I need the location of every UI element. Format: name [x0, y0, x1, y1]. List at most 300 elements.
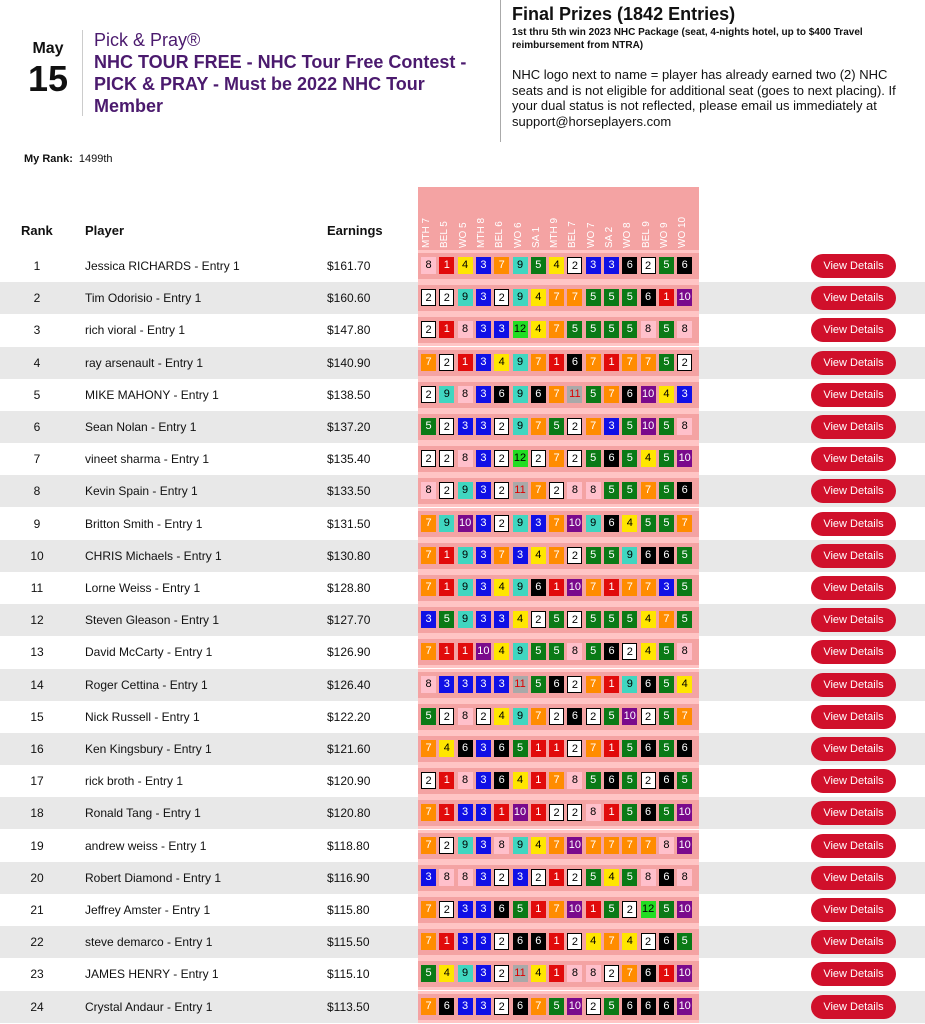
pick-cell: 7: [641, 354, 656, 371]
view-details-button[interactable]: View Details: [811, 801, 896, 825]
pick-cell: 1: [458, 643, 473, 660]
pick-cell: 4: [531, 547, 546, 564]
pick-cell: 5: [531, 257, 546, 274]
pick-cell: 5: [659, 643, 674, 660]
pick-cell: 5: [622, 418, 637, 435]
pick-cell: 6: [659, 547, 674, 564]
pick-cell: 2: [494, 515, 509, 532]
pick-cell: 8: [586, 482, 601, 499]
row-earnings: $115.50: [327, 935, 370, 950]
date-badge: [22, 40, 74, 98]
pick-cell: 2: [439, 289, 454, 306]
pick-cell: 7: [421, 837, 436, 854]
pick-cell: 5: [531, 676, 546, 693]
pick-cell: 1: [549, 869, 564, 886]
pick-cell: 5: [659, 708, 674, 725]
picks-strip: [418, 797, 699, 829]
pick-cell: 1: [604, 804, 619, 821]
row-earnings: $116.90: [327, 870, 370, 885]
pick-cell: 6: [531, 386, 546, 403]
pick-cell: 2: [494, 450, 509, 467]
pick-cell: 4: [531, 837, 546, 854]
pick-cell: 8: [421, 482, 436, 499]
pick-cell: 6: [622, 257, 637, 274]
pick-cell: 3: [458, 901, 473, 918]
pick-cell: 2: [622, 901, 637, 918]
pick-cell: 5: [604, 998, 619, 1015]
row-player: MIKE MAHONY - Entry 1: [85, 387, 219, 402]
pick-cell: 5: [659, 450, 674, 467]
pick-cell: 7: [659, 611, 674, 628]
pick-cell: 3: [476, 611, 491, 628]
pick-cell: 10: [677, 804, 692, 821]
race-label-text: WO 5: [457, 222, 469, 248]
pick-cell: 2: [439, 901, 454, 918]
pick-cell: 8: [458, 321, 473, 338]
pick-cell: 3: [439, 676, 454, 693]
pick-cell: 10: [641, 418, 656, 435]
pick-cell: 2: [641, 257, 656, 274]
pick-cell: 8: [494, 837, 509, 854]
row-player: Britton Smith - Entry 1: [85, 516, 203, 531]
pick-cell: 2: [604, 965, 619, 982]
picks-strip: [418, 926, 699, 958]
pick-cell: 3: [604, 418, 619, 435]
table-row: [0, 411, 925, 443]
pick-cell: 7: [567, 289, 582, 306]
row-earnings: $120.90: [327, 774, 371, 789]
table-row: [0, 314, 925, 346]
picks-strip: [418, 894, 699, 926]
table-row: [0, 250, 925, 282]
row-earnings: $113.50: [327, 999, 370, 1014]
pick-cell: 8: [439, 869, 454, 886]
pick-cell: 5: [659, 321, 674, 338]
pick-cell: 7: [549, 321, 564, 338]
pick-cell: 10: [622, 708, 637, 725]
pick-cell: 1: [549, 933, 564, 950]
race-label: [676, 190, 693, 248]
pick-cell: 3: [476, 579, 491, 596]
row-rank: 14: [30, 677, 44, 692]
view-details-button[interactable]: View Details: [811, 962, 896, 986]
pick-cell: 3: [476, 933, 491, 950]
table-row: [0, 733, 925, 765]
pick-cell: 2: [641, 708, 656, 725]
table-row: [0, 797, 925, 829]
pick-cell: 2: [439, 450, 454, 467]
pick-cell: 3: [476, 998, 491, 1015]
race-label: [621, 190, 638, 248]
pick-cell: 5: [586, 321, 601, 338]
contest-brand: Pick & Pray®: [94, 30, 201, 50]
pick-cell: 5: [677, 547, 692, 564]
picks-strip: [418, 830, 699, 862]
pick-cell: 9: [513, 579, 528, 596]
row-earnings: $115.10: [327, 967, 370, 982]
pick-cell: 6: [494, 386, 509, 403]
row-player: ray arsenault - Entry 1: [85, 355, 204, 370]
pick-cell: 8: [567, 482, 582, 499]
picks-strip: [418, 250, 699, 282]
pick-cell: 6: [622, 386, 637, 403]
pick-cell: 5: [677, 579, 692, 596]
row-player: Ken Kingsbury - Entry 1: [85, 742, 212, 756]
pick-cell: 2: [586, 998, 601, 1015]
pick-cell: 6: [494, 901, 509, 918]
pick-cell: 3: [494, 611, 509, 628]
race-label: [493, 190, 510, 248]
pick-cell: 5: [421, 708, 436, 725]
picks-strip: [418, 347, 699, 379]
pick-cell: 2: [567, 933, 582, 950]
pick-cell: 5: [641, 515, 656, 532]
pick-cell: 8: [659, 837, 674, 854]
pick-cell: 3: [494, 321, 509, 338]
view-details-button[interactable]: View Details: [811, 866, 896, 890]
table-row: [0, 894, 925, 926]
view-details-button[interactable]: View Details: [811, 576, 896, 600]
pick-cell: 8: [567, 643, 582, 660]
race-label: [438, 190, 455, 248]
pick-cell: 4: [659, 386, 674, 403]
table-row: [0, 830, 925, 862]
prize-panel: [512, 4, 917, 129]
pick-cell: 5: [604, 321, 619, 338]
pick-cell: 7: [549, 901, 564, 918]
row-rank: 6: [33, 420, 41, 434]
pick-cell: 10: [567, 515, 582, 532]
pick-cell: 7: [586, 354, 601, 371]
row-player: Jessica RICHARDS - Entry 1: [85, 259, 240, 273]
view-details-button[interactable]: View Details: [811, 995, 896, 1019]
pick-cell: 12: [641, 901, 656, 918]
pick-cell: 5: [622, 740, 637, 757]
pick-cell: 8: [421, 257, 436, 274]
pick-cell: 7: [421, 579, 436, 596]
table-row: [0, 636, 925, 668]
pick-cell: 7: [586, 418, 601, 435]
row-rank: 15: [30, 709, 44, 724]
row-rank: 17: [30, 774, 44, 789]
pick-cell: 1: [531, 901, 546, 918]
view-details-button[interactable]: View Details: [811, 415, 896, 439]
col-header-rank: Rank: [21, 223, 53, 238]
pick-cell: 6: [604, 772, 619, 789]
pick-cell: 10: [677, 901, 692, 918]
view-details-button[interactable]: View Details: [811, 930, 896, 954]
pick-cell: 1: [604, 354, 619, 371]
pick-cell: 5: [622, 869, 637, 886]
view-details-button[interactable]: View Details: [811, 286, 896, 310]
picks-strip: [418, 701, 699, 733]
pick-cell: 5: [513, 901, 528, 918]
pick-cell: 9: [458, 482, 473, 499]
row-rank: 9: [33, 516, 41, 531]
pick-cell: 6: [513, 998, 528, 1015]
pick-cell: 1: [549, 965, 564, 982]
table-row: [0, 958, 925, 990]
pick-cell: 7: [549, 450, 564, 467]
pick-cell: 1: [659, 289, 674, 306]
pick-cell: 7: [622, 965, 637, 982]
pick-cell: 11: [513, 676, 528, 693]
row-earnings: $130.80: [327, 548, 371, 563]
row-earnings: $122.20: [327, 709, 371, 724]
pick-cell: 7: [677, 708, 692, 725]
pick-cell: 10: [677, 289, 692, 306]
pick-cell: 5: [586, 386, 601, 403]
picks-strip: [418, 991, 699, 1023]
pick-cell: 7: [421, 740, 436, 757]
picks-strip: [418, 572, 699, 604]
race-label-text: WO 8: [622, 222, 634, 248]
picks-strip: [418, 604, 699, 636]
pick-cell: 2: [494, 869, 509, 886]
pick-cell: 7: [531, 708, 546, 725]
pick-cell: 3: [421, 611, 436, 628]
pick-cell: 8: [567, 772, 582, 789]
pick-cell: 4: [604, 869, 619, 886]
pick-cell: 4: [586, 933, 601, 950]
pick-cell: 2: [494, 482, 509, 499]
row-rank: 16: [30, 742, 44, 756]
pick-cell: 5: [421, 965, 436, 982]
pick-cell: 5: [659, 354, 674, 371]
pick-cell: 5: [567, 321, 582, 338]
pick-cell: 5: [677, 933, 692, 950]
pick-cell: 8: [421, 676, 436, 693]
picks-strip: [418, 540, 699, 572]
pick-cell: 3: [494, 676, 509, 693]
pick-cell: 5: [659, 515, 674, 532]
race-label: [548, 190, 565, 248]
pick-cell: 2: [567, 804, 582, 821]
view-details-button[interactable]: View Details: [811, 512, 896, 536]
pick-cell: 1: [439, 772, 454, 789]
race-label-text: MTH 7: [421, 218, 432, 248]
race-label: [420, 190, 437, 248]
view-details-button[interactable]: View Details: [811, 834, 896, 858]
pick-cell: 7: [549, 386, 564, 403]
pick-cell: 5: [586, 869, 601, 886]
pick-cell: 1: [439, 547, 454, 564]
pick-cell: 5: [659, 740, 674, 757]
pick-cell: 4: [622, 515, 637, 532]
pick-cell: 6: [458, 740, 473, 757]
view-details-button[interactable]: View Details: [811, 351, 896, 375]
pick-cell: 12: [513, 450, 528, 467]
pick-cell: 7: [531, 354, 546, 371]
pick-cell: 3: [476, 901, 491, 918]
picks-strip: [418, 443, 699, 475]
row-player: rick broth - Entry 1: [85, 774, 184, 789]
row-rank: 19: [30, 838, 44, 853]
table-row: [0, 347, 925, 379]
pick-cell: 3: [476, 321, 491, 338]
table-row: [0, 701, 925, 733]
pick-cell: 3: [476, 837, 491, 854]
row-player: Nick Russell - Entry 1: [85, 709, 200, 724]
row-rank: 24: [30, 999, 44, 1014]
pick-cell: 5: [622, 450, 637, 467]
pick-cell: 5: [586, 289, 601, 306]
pick-cell: 8: [458, 450, 473, 467]
pick-cell: 10: [641, 386, 656, 403]
race-label: [512, 190, 529, 248]
view-details-button[interactable]: View Details: [811, 318, 896, 342]
pick-cell: 7: [604, 386, 619, 403]
row-player: Jeffrey Amster - Entry 1: [85, 903, 211, 917]
picks-strip: [418, 508, 699, 540]
view-details-button[interactable]: View Details: [811, 705, 896, 729]
pick-cell: 9: [513, 708, 528, 725]
row-player: Roger Cettina - Entry 1: [85, 677, 208, 692]
race-label-text: SA 1: [530, 226, 542, 248]
race-label: [603, 190, 620, 248]
pick-cell: 5: [604, 708, 619, 725]
pick-cell: 5: [549, 418, 564, 435]
pick-cell: 5: [622, 321, 637, 338]
pick-cell: 1: [439, 579, 454, 596]
row-player: Steven Gleason - Entry 1: [85, 613, 220, 628]
pick-cell: 2: [641, 772, 656, 789]
pick-cell: 4: [513, 772, 528, 789]
row-rank: 18: [30, 806, 44, 821]
row-earnings: $138.50: [327, 387, 371, 402]
row-player: Kevin Spain - Entry 1: [85, 484, 198, 499]
view-details-button[interactable]: View Details: [811, 544, 896, 568]
pick-cell: 7: [622, 837, 637, 854]
pick-cell: 2: [439, 482, 454, 499]
row-earnings: $120.80: [327, 806, 371, 821]
pick-cell: 3: [458, 676, 473, 693]
pick-cell: 6: [677, 740, 692, 757]
pick-cell: 8: [677, 418, 692, 435]
pick-cell: 9: [458, 289, 473, 306]
view-details-button[interactable]: View Details: [811, 254, 896, 278]
pick-cell: 1: [439, 321, 454, 338]
pick-cell: 10: [677, 837, 692, 854]
pick-cell: 6: [549, 676, 564, 693]
table-row: [0, 379, 925, 411]
pick-cell: 3: [476, 547, 491, 564]
row-player: JAMES HENRY - Entry 1: [85, 967, 219, 982]
race-label: [530, 190, 547, 248]
pick-cell: 1: [494, 804, 509, 821]
view-details-button[interactable]: View Details: [811, 479, 896, 503]
pick-cell: 7: [622, 354, 637, 371]
pick-cell: 1: [439, 257, 454, 274]
pick-cell: 6: [677, 257, 692, 274]
race-label: [457, 190, 474, 248]
pick-cell: 2: [421, 450, 436, 467]
pick-cell: 4: [549, 257, 564, 274]
pick-cell: 3: [476, 354, 491, 371]
pick-cell: 5: [586, 772, 601, 789]
pick-cell: 2: [439, 354, 454, 371]
view-details-button[interactable]: View Details: [811, 898, 896, 922]
pick-cell: 6: [677, 482, 692, 499]
pick-cell: 4: [494, 708, 509, 725]
pick-cell: 5: [622, 804, 637, 821]
pick-cell: 7: [586, 676, 601, 693]
pick-cell: 3: [476, 869, 491, 886]
race-label-text: WO 10: [677, 216, 689, 248]
col-header-earnings: Earnings: [327, 223, 383, 238]
view-details-button[interactable]: View Details: [811, 737, 896, 761]
pick-cell: 2: [421, 772, 436, 789]
pick-cell: 5: [586, 611, 601, 628]
pick-cell: 10: [458, 515, 473, 532]
pick-cell: 5: [659, 257, 674, 274]
pick-cell: 5: [513, 740, 528, 757]
pick-cell: 9: [458, 965, 473, 982]
pick-cell: 4: [622, 933, 637, 950]
pick-cell: 12: [513, 321, 528, 338]
pick-cell: 1: [549, 740, 564, 757]
pick-cell: 6: [622, 998, 637, 1015]
row-rank: 2: [33, 291, 41, 306]
view-details-button[interactable]: View Details: [811, 447, 896, 471]
picks-strip: [418, 669, 699, 701]
pick-cell: 1: [439, 643, 454, 660]
pick-cell: 1: [549, 354, 564, 371]
picks-strip: [418, 282, 699, 314]
view-details-button[interactable]: View Details: [811, 640, 896, 664]
pick-cell: 1: [458, 354, 473, 371]
table-row: [0, 991, 925, 1023]
pick-cell: 5: [586, 450, 601, 467]
row-earnings: $131.50: [327, 516, 371, 531]
view-details-button[interactable]: View Details: [811, 673, 896, 697]
picks-strip: [418, 475, 699, 507]
pick-cell: 3: [476, 772, 491, 789]
pick-cell: 6: [641, 965, 656, 982]
view-details-button[interactable]: View Details: [811, 608, 896, 632]
pick-cell: 2: [439, 837, 454, 854]
pick-cell: 5: [604, 289, 619, 306]
pick-cell: 3: [476, 418, 491, 435]
row-earnings: $115.80: [327, 903, 370, 917]
pick-cell: 7: [586, 837, 601, 854]
pick-cell: 6: [641, 676, 656, 693]
pick-cell: 7: [549, 515, 564, 532]
pick-cell: 3: [513, 547, 528, 564]
pick-cell: 8: [586, 804, 601, 821]
pick-cell: 2: [622, 643, 637, 660]
prize-divider: [500, 0, 501, 142]
row-rank: 22: [30, 935, 44, 950]
pick-cell: 8: [586, 965, 601, 982]
row-rank: 11: [30, 581, 44, 595]
pick-cell: 2: [567, 611, 582, 628]
pick-cell: 6: [439, 998, 454, 1015]
pick-cell: 7: [421, 933, 436, 950]
col-header-player: Player: [85, 223, 125, 238]
contest-name: NHC TOUR FREE - NHC Tour Free Contest - PICK & PRAY - Must be 2022 NHC Tour Member: [94, 52, 467, 116]
view-details-button[interactable]: View Details: [811, 769, 896, 793]
pick-cell: 3: [458, 933, 473, 950]
row-earnings: $137.20: [327, 420, 371, 434]
pick-cell: 5: [586, 547, 601, 564]
row-rank: 4: [33, 355, 41, 370]
table-row: [0, 669, 925, 701]
view-details-button[interactable]: View Details: [811, 383, 896, 407]
row-earnings: $126.40: [327, 677, 371, 692]
picks-strip: [418, 379, 699, 411]
pick-cell: 6: [659, 998, 674, 1015]
